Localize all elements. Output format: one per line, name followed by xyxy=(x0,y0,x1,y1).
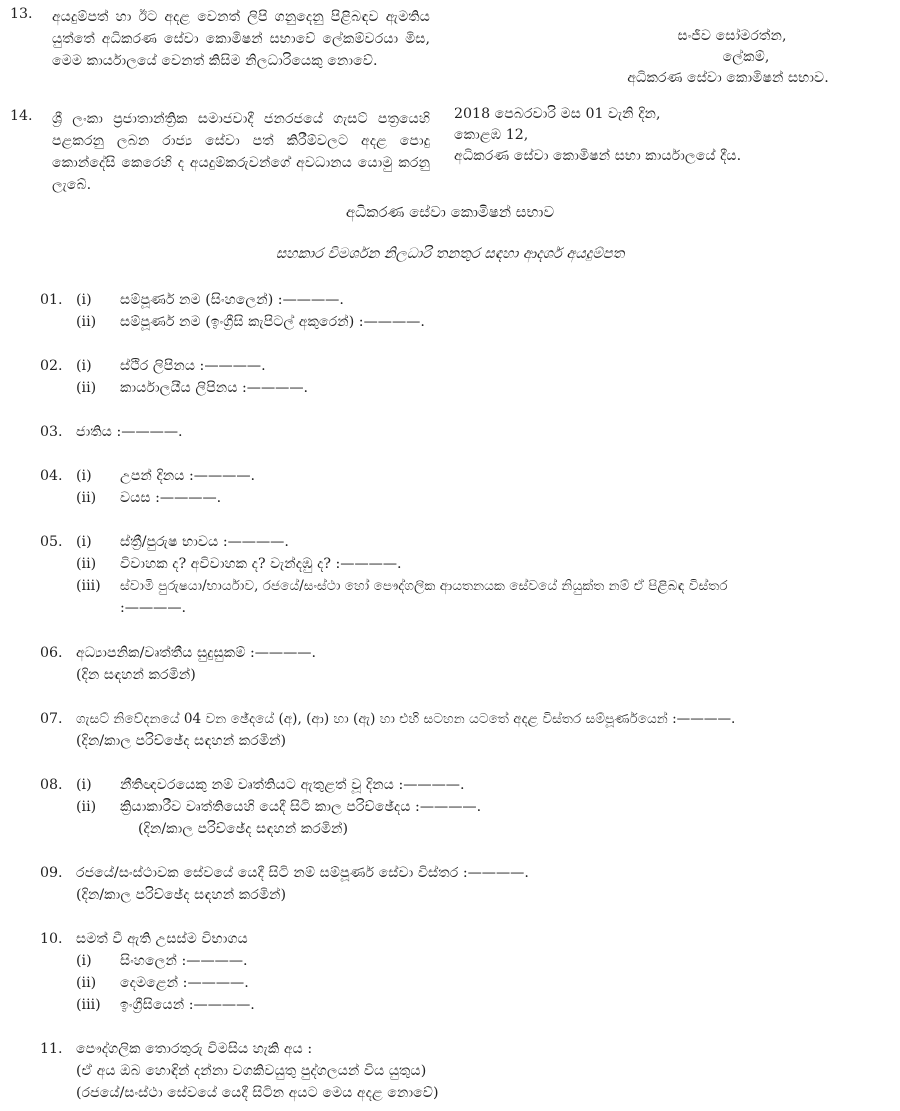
enrolment-date-field: නීතිඥවරයෙකු නම් වෘත්තියට ඇතුළත් වූ දිනය :————. xyxy=(120,777,465,793)
gazette-details-field: ගැසට් නිවේදනයේ 04 වන ඡේදයේ (අ), (ආ) හා (ඇ) හා එහි සටහන යටතේ අදළ විස්තර සම්පූර්ණයෙන් :————. xyxy=(76,711,736,727)
sub-label: (iii) xyxy=(76,578,101,594)
question-number: 01. xyxy=(40,292,63,308)
age-field: වයස :————. xyxy=(120,490,222,506)
place-line: කොළඹ 12, xyxy=(454,127,529,143)
permanent-address-field: ස්ථිර ලිපිනය :————. xyxy=(120,358,266,374)
referees-note-2: (රජයේ/සංස්ථා සේවයේ යෙදී සිටින අයට මෙය අදළ නොවේ) xyxy=(76,1085,439,1101)
sub-label: (ii) xyxy=(76,975,97,991)
sub-label: (i) xyxy=(76,468,92,484)
nationality-field: ජාතිය :————. xyxy=(76,424,183,440)
note-14-number: 14. xyxy=(10,108,33,124)
sub-label: (iii) xyxy=(76,997,101,1013)
sub-label: (i) xyxy=(76,292,92,308)
question-number: 11. xyxy=(40,1041,63,1057)
question-number: 10. xyxy=(40,931,63,947)
form-title: අධිකරණ සේවා කොමිෂන් සභාව xyxy=(345,203,555,221)
spouse-employment-blank: :————. xyxy=(120,600,187,616)
sub-label: (ii) xyxy=(76,380,97,396)
qualifications-field: අධ්‍යාපනික/වෘත්තීය සුදුසුකම් :————. xyxy=(76,645,316,661)
sub-label: (ii) xyxy=(76,556,97,572)
signature-role: ලේකම්, xyxy=(722,49,770,65)
sub-label: (i) xyxy=(76,777,92,793)
referees-label: පෞද්ගලික තොරතුරු විමසිය හැකි අය : xyxy=(76,1041,313,1057)
question-number: 09. xyxy=(40,865,63,881)
question-number: 07. xyxy=(40,711,63,727)
question-number: 05. xyxy=(40,534,63,550)
signature-block xyxy=(590,26,890,89)
highest-exam-label: සමත් වී ඇති උසස්ම විභාගය xyxy=(76,931,248,947)
spouse-employment-field: ස්වාමි පුරුෂයා/භාර්යාව, රජයේ/සංස්ථා හෝ පෞද්ගලික ආයතනයක සේවයේ නියුක්ත නම් ඒ පිළිබඳ විස්තර xyxy=(120,578,728,594)
sub-label: (i) xyxy=(76,358,92,374)
form-subtitle: සහකාර විමර්ශන නිලධාරි තනතුර සඳහා ආදර්ශ අයදුම්පත xyxy=(275,246,625,262)
office-address-field: කාර්යාලයීය ලිපිනය :————. xyxy=(120,380,309,396)
date-place-block xyxy=(454,104,741,167)
sinhala-exam-field: සිංහලෙන් :————. xyxy=(120,953,248,969)
question-number: 02. xyxy=(40,358,63,374)
date-of-birth-field: උපන් දිනය :————. xyxy=(120,468,256,484)
office-line: අධිකරණ සේවා කොමිෂන් සභා කාර්යාලයේ දීය. xyxy=(454,148,742,164)
english-exam-field: ඉංග්‍රීසියෙන් :————. xyxy=(120,997,255,1013)
note-13-number: 13. xyxy=(10,6,33,22)
gender-field: ස්ත්‍රී/පුරුෂ භාවය :————. xyxy=(120,534,289,550)
sub-label: (ii) xyxy=(76,314,97,330)
marital-status-field: විවාහක ද? අවිවාහක ද? වැන්දඹු ද? :————. xyxy=(120,556,402,572)
gazette-details-note: (දින/කාල පරිච්ඡේද සඳහන් කරමින්) xyxy=(76,733,287,749)
sub-label: (ii) xyxy=(76,799,97,815)
sub-label: (i) xyxy=(76,953,92,969)
tamil-exam-field: දෙමළෙන් :————. xyxy=(120,975,249,991)
referees-note-1: (ඒ අය ඔබ හොඳින් දන්නා වගකිවයුතු පුද්ගලයන් විය යුතුය) xyxy=(76,1063,427,1079)
sub-label: (i) xyxy=(76,534,92,550)
note-14-text: ශ්‍රී ලංකා ප්‍රජාතාන්ත්‍රික සමාජවාදී ජනරජයේ ගැසට් පත්‍රයෙහි පළකරනු ලබන රාජ්‍ය සේවා පත් කිරීම්වලට අදළ පොදු කොන්දේසි කෙරෙහි ද අයදුම්කරුවන්ගේ අවධානය යොමු කරනු ලැබේ. xyxy=(52,111,430,193)
full-name-english-field: සම්පූර්ණ නම (ඉංග්‍රීසි කැපිටල් අකුරෙන්) :————. xyxy=(120,314,425,330)
active-practice-field: ක්‍රියාකාරීව වෘත්තියෙහි යෙදී සිටි කාල පරිච්ඡේදය :————. xyxy=(120,799,482,815)
full-name-sinhala-field: සම්පූර්ණ නම (සිංහලෙන්) :————. xyxy=(120,292,344,308)
active-practice-note: (දින/කාල පරිච්ඡේද සඳහන් කරමින්) xyxy=(138,821,349,837)
sub-label: (ii) xyxy=(76,490,97,506)
signature-org: අධිකරණ සේවා කොමිෂන් සභාව. xyxy=(627,70,829,86)
signature-name: සංජීව සෝමරත්න, xyxy=(677,28,787,44)
question-number: 03. xyxy=(40,424,63,440)
question-number: 04. xyxy=(40,468,63,484)
question-number: 08. xyxy=(40,777,63,793)
service-details-note: (දින/කාල පරිච්ඡේද සඳහන් කරමින්) xyxy=(76,887,287,903)
question-number: 06. xyxy=(40,645,63,661)
service-details-field: රජයේ/සංස්ථාවක සේවයේ යෙදී සිටි නම් සම්පූර්ණ සේවා විස්තර :————. xyxy=(76,865,529,881)
date-line: 2018 පෙබරවාරි මස 01 වැනි දින, xyxy=(454,106,661,122)
qualifications-note: (දින සඳහන් කරමින්) xyxy=(76,667,196,683)
note-13-text: අයදුම්පත් හා ඊට අදළ වෙනත් ලිපි ගනුදෙනු පිළිබඳව ඇමතිය යුත්තේ අධිකරණ සේවා කොමිෂන් සභාවේ ලේකම්වරයා මිස, මෙම කාර්යාලයේ වෙනත් කිසිම නිලධාරියෙකු නොවේ. xyxy=(52,9,430,69)
